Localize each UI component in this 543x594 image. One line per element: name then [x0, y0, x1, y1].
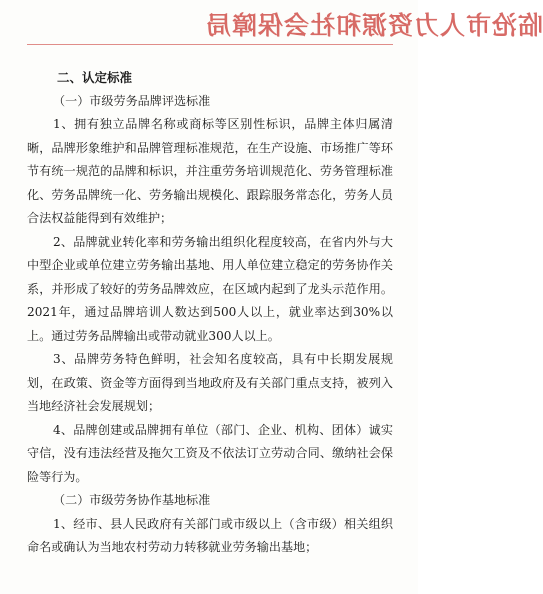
paragraph-1-3: 3、品牌劳务特色鲜明，社会知名度较高，具有中长期发展规划，在政策、资金等方面得到当地政府及有关部门重点支持，被列入当地经济社会发展规划；	[27, 352, 393, 413]
subsection-title-2: （二）市级劳务协作基地标准	[53, 493, 211, 507]
paragraph-2-1: 1、经市、县人民政府有关部门或市级以上（含市级）相关组织命名或确认为当地农村劳动力转移就业劳务输出基地；	[27, 516, 393, 554]
document-body	[27, 66, 393, 560]
bleed-through-header-stamp: 临沧市人力资源和社会保障局	[205, 11, 543, 40]
paragraph-1-1: 1、拥有独立品牌名称或商标等区别性标识，品牌主体归属清晰，品牌形象维护和品牌管理标准规范，在生产设施、市场推广等环节有统一规范的品牌和标识，并注重劳务培训规范化、劳务管理标准化、劳务品牌统一化、劳务输出规模化、跟踪服务常态化，劳务人员合法权益能得到有效维护；	[27, 117, 393, 225]
paragraph-1-2: 2、品牌就业转化率和劳务输出组织化程度较高，在省内外与大中型企业或单位建立劳务输出基地、用人单位建立稳定的劳务协作关系，并形成了较好的劳务品牌效应，在区域内起到了龙头示范作用。2021年，通过品牌培训人数达到500人以上，就业率达到30%以上。通过劳务品牌输出或带动就业300人以上。	[27, 234, 393, 343]
section-title: 二、认定标准	[57, 70, 133, 85]
paragraph-1-4: 4、品牌创建或品牌拥有单位（部门、企业、机构、团体）诚实守信，没有违法经营及拖欠工资及不依法订立劳动合同、缴纳社会保险等行为。	[27, 422, 393, 484]
subsection-title-1: （一）市级劳务品牌评选标准	[53, 93, 211, 108]
header-rule	[27, 44, 393, 45]
